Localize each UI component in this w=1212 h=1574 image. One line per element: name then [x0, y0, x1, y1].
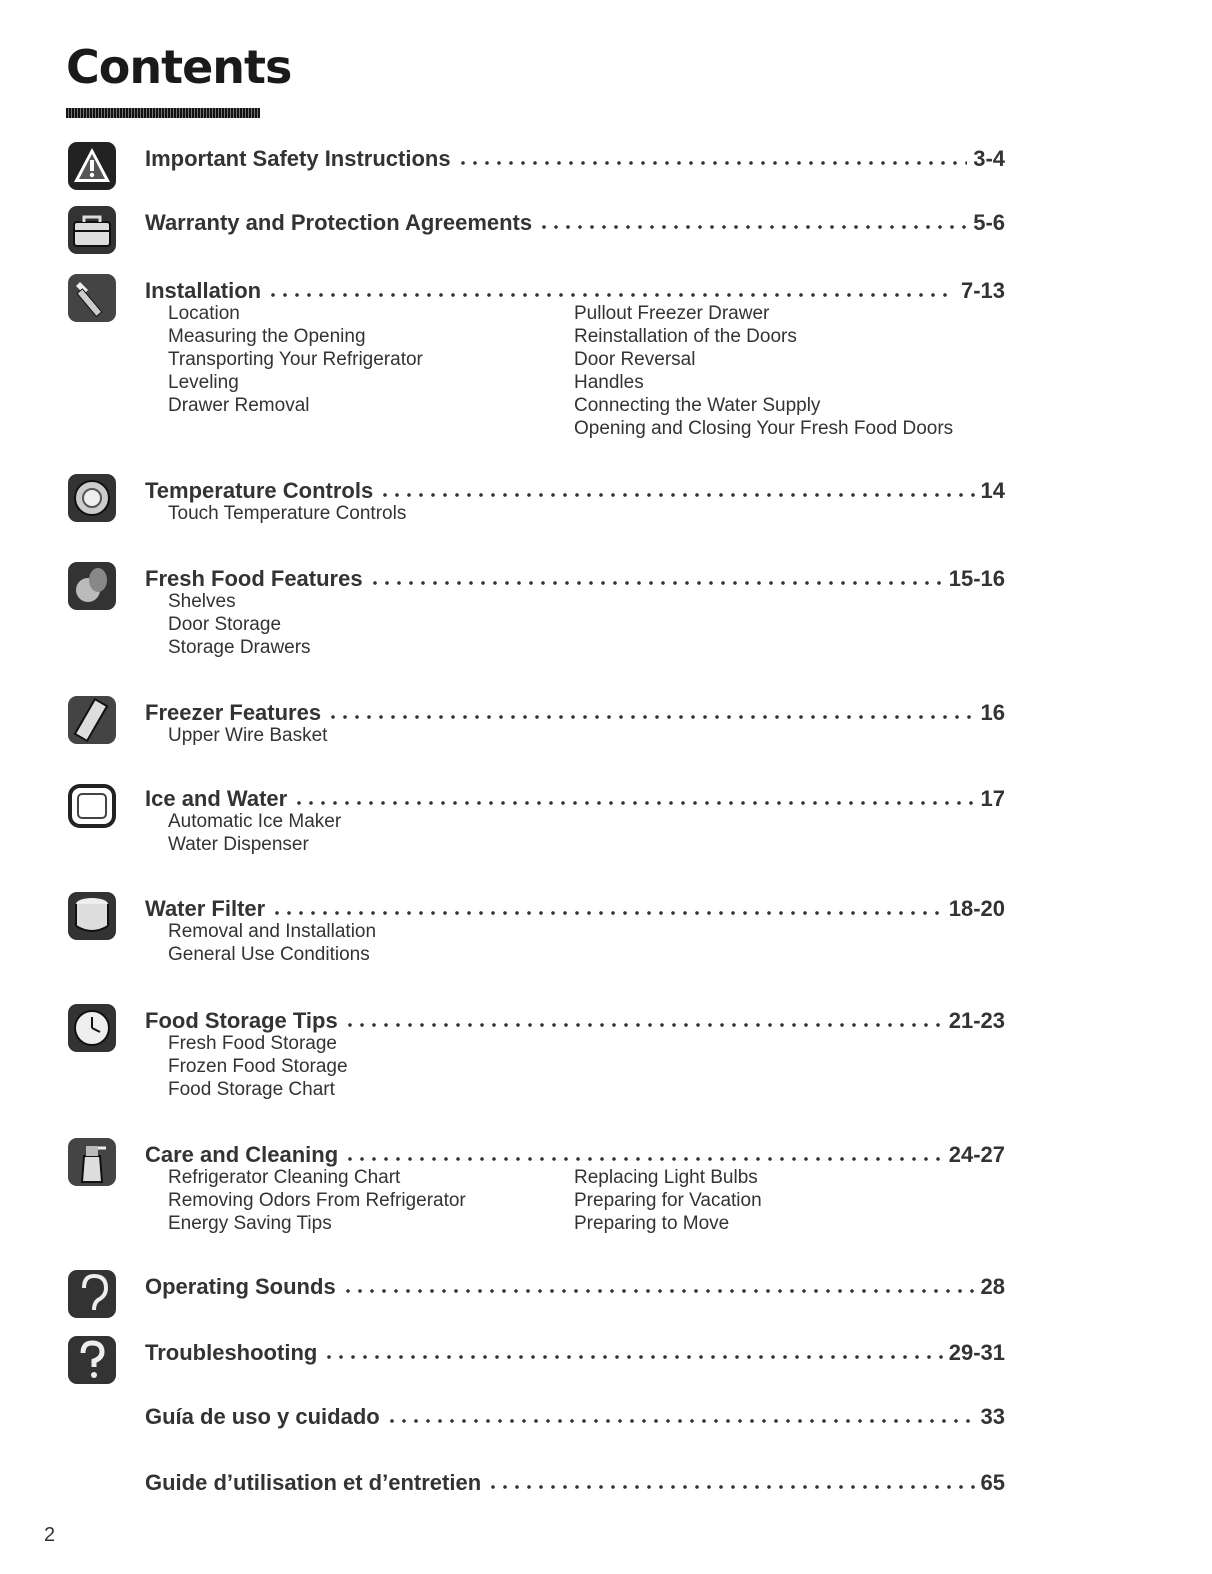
section-title: Freezer Features — [145, 700, 322, 725]
subtopic-column — [168, 302, 423, 417]
section-title: Guide d’utilisation et d’entretien — [145, 1470, 482, 1495]
subtopic-item: Leveling — [168, 372, 239, 393]
subtopic-item: Preparing for Vacation — [574, 1190, 762, 1211]
question-icon — [66, 1334, 118, 1386]
subtopic-item: Opening and Closing Your Fresh Food Doors — [574, 418, 954, 439]
page-range: 14 — [980, 478, 1005, 503]
page-number: 2 — [44, 1524, 56, 1546]
dot-leader — [369, 578, 943, 588]
ice-bin-icon — [66, 780, 118, 832]
dot-leader — [344, 1020, 943, 1030]
page-range: 24-27 — [948, 1142, 1005, 1167]
subtopic-item: Frozen Food Storage — [168, 1056, 348, 1077]
section-title: Fresh Food Features — [145, 566, 363, 591]
ear-icon — [66, 1268, 118, 1320]
section-title: Guía de uso y cuidado — [145, 1404, 380, 1429]
page-range: 16 — [980, 700, 1005, 725]
subtopic-item: Connecting the Water Supply — [574, 395, 821, 416]
subtopic-item: Location — [168, 303, 240, 324]
subtopic-item: Removing Odors From Refrigerator — [168, 1190, 466, 1211]
subtopic-column — [168, 724, 327, 747]
subtopic-item: General Use Conditions — [168, 944, 370, 965]
subtopic-item: Measuring the Opening — [168, 326, 366, 347]
section-title: Operating Sounds — [145, 1274, 336, 1299]
section-title: Care and Cleaning — [145, 1142, 339, 1167]
page-range: 21-23 — [948, 1008, 1005, 1033]
subtopic-column — [574, 1166, 762, 1235]
dial-icon — [66, 472, 118, 524]
page-range: 18-20 — [948, 896, 1005, 921]
subtopic-item: Reinstallation of the Doors — [574, 326, 797, 347]
clock-icon — [66, 1002, 118, 1054]
dot-leader — [267, 290, 955, 300]
subtopic-item: Shelves — [168, 591, 236, 612]
warning-triangle-icon — [66, 140, 118, 192]
page-range: 29-31 — [948, 1340, 1005, 1365]
dot-leader — [344, 1154, 943, 1164]
dot-leader — [323, 1352, 942, 1362]
dot-leader — [271, 908, 943, 918]
subtopic-item: Upper Wire Basket — [168, 725, 328, 746]
dot-leader — [487, 1482, 974, 1492]
section-title: Warranty and Protection Agreements — [145, 210, 533, 235]
subtopic-item: Removal and Installation — [168, 921, 377, 942]
dot-leader — [327, 712, 974, 722]
page-range: 33 — [980, 1404, 1005, 1429]
dot-leader — [386, 1416, 975, 1426]
subtopic-column — [168, 502, 406, 525]
toc-entry[interactable] — [145, 146, 1005, 174]
section-title: Food Storage Tips — [145, 1008, 338, 1033]
subtopic-item: Door Reversal — [574, 349, 696, 370]
section-title: Water Filter — [145, 896, 266, 921]
section-title: Important Safety Instructions — [145, 146, 451, 171]
page-title: Contents — [66, 40, 292, 94]
toc-entry[interactable] — [145, 1470, 1005, 1498]
section-title: Temperature Controls — [145, 478, 374, 503]
toc-entry[interactable] — [145, 210, 1005, 238]
subtopic-item: Automatic Ice Maker — [168, 811, 342, 832]
section-title: Installation — [145, 278, 262, 303]
section-title: Ice and Water — [145, 786, 288, 811]
subtopic-item: Transporting Your Refrigerator — [168, 349, 423, 370]
subtopic-item: Water Dispenser — [168, 834, 309, 855]
subtopic-item: Door Storage — [168, 614, 282, 635]
freezer-icon — [66, 694, 118, 746]
wrench-icon — [66, 272, 118, 324]
toc-entry[interactable] — [145, 1404, 1005, 1432]
subtopic-item: Storage Drawers — [168, 637, 311, 658]
page-range: 17 — [980, 786, 1005, 811]
subtopic-item: Energy Saving Tips — [168, 1213, 332, 1234]
dot-leader — [457, 158, 968, 168]
page-range: 7-13 — [960, 278, 1005, 303]
subtopic-item: Fresh Food Storage — [168, 1033, 337, 1054]
filter-icon — [66, 890, 118, 942]
toc-entry[interactable] — [145, 1274, 1005, 1302]
subtopic-column — [574, 302, 953, 440]
dot-leader — [342, 1286, 975, 1296]
spray-bottle-icon — [66, 1136, 118, 1188]
subtopic-column — [168, 1032, 348, 1101]
subtopic-column — [168, 920, 376, 966]
subtopic-column — [168, 1166, 466, 1235]
page-range: 65 — [980, 1470, 1005, 1495]
title-underline — [66, 108, 260, 118]
subtopic-item: Handles — [574, 372, 644, 393]
subtopic-item: Food Storage Chart — [168, 1079, 335, 1100]
page-range: 28 — [980, 1274, 1005, 1299]
page-range: 15-16 — [948, 566, 1005, 591]
subtopic-item: Replacing Light Bulbs — [574, 1167, 758, 1188]
dot-leader — [293, 798, 974, 808]
subtopic-item: Drawer Removal — [168, 395, 310, 416]
section-title: Troubleshooting — [145, 1340, 318, 1365]
subtopic-item: Preparing to Move — [574, 1213, 730, 1234]
subtopic-item: Pullout Freezer Drawer — [574, 303, 770, 324]
subtopic-item: Touch Temperature Controls — [168, 503, 407, 524]
produce-icon — [66, 560, 118, 612]
toolbox-icon — [66, 204, 118, 256]
dot-leader — [379, 490, 974, 500]
toc-entry[interactable] — [145, 1340, 1005, 1368]
dot-leader — [538, 222, 967, 232]
page-range: 3-4 — [973, 146, 1005, 171]
subtopic-column — [168, 810, 341, 856]
subtopic-item: Refrigerator Cleaning Chart — [168, 1167, 401, 1188]
subtopic-column — [168, 590, 311, 659]
page-range: 5-6 — [973, 210, 1005, 235]
